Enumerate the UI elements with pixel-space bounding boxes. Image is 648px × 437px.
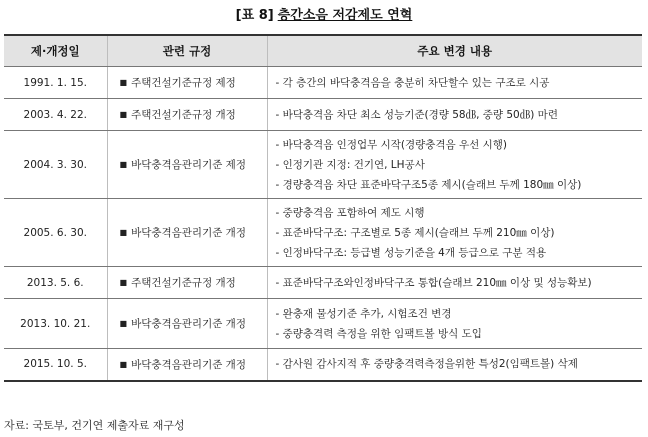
row-date: 2013. 5. 6. xyxy=(4,267,107,299)
table-row xyxy=(4,267,642,299)
row-date: 2015. 10. 5. xyxy=(4,349,107,381)
regulation-text: 주택건설기준규정 개정 xyxy=(131,277,236,289)
row-date: 2003. 4. 22. xyxy=(4,99,107,131)
table-title: 층간소음 저감제도 연혁 xyxy=(277,8,413,23)
change-item: - 인정기관 지정: 건기연, LH공사 xyxy=(275,158,425,171)
bullet-marker: ■ xyxy=(119,110,128,119)
change-item: - 중량충격음 포함하여 제도 시행 xyxy=(275,206,425,219)
regulation-text: 바닥충격음관리기준 개정 xyxy=(131,227,246,239)
row-regulation xyxy=(107,131,267,199)
table-row xyxy=(4,99,642,131)
regulation-text: 바닥충격음관리기준 개정 xyxy=(131,358,246,371)
regulation-text: 주택건설기준규정 개정 xyxy=(131,109,236,121)
regulation-text: 바닥충격음관리기준 개정 xyxy=(131,318,246,330)
table-row xyxy=(4,199,642,267)
header-changes: 주요 변경 내용 xyxy=(267,35,642,67)
header-date: 제·개정일 xyxy=(4,35,107,67)
row-regulation xyxy=(107,199,267,267)
table-header-row xyxy=(4,35,642,67)
regulation-text: 주택건설기준규정 제정 xyxy=(131,77,236,89)
source-note: 자료: 국토부, 건기연 제출자료 재구성 xyxy=(4,419,185,432)
change-item: - 완충재 물성기준 추가, 시험조건 변경 xyxy=(275,307,452,320)
row-date: 1991. 1. 15. xyxy=(4,67,107,99)
row-regulation xyxy=(107,99,267,131)
table-row xyxy=(4,299,642,349)
row-date: 2004. 3. 30. xyxy=(4,131,107,199)
change-item: - 감사원 감사지적 후 중량충격력측정을위한 특성2(임팩트볼) 삭제 xyxy=(275,358,578,371)
row-regulation xyxy=(107,267,267,299)
change-item: - 각 층간의 바닥충격음을 충분히 차단할수 있는 구조로 시공 xyxy=(275,76,550,89)
change-item: - 바닥충격음 차단 최소 성능기준(경량 58㏈, 중량 50㏈) 마련 xyxy=(275,108,558,121)
bullet-marker: ■ xyxy=(119,359,128,369)
row-changes xyxy=(267,199,642,267)
bullet-marker: ■ xyxy=(119,160,128,169)
regulation-text: 바닥충격음관리기준 제정 xyxy=(131,159,246,171)
change-item: - 표준바닥구조와인정바닥구조 통합(슬래브 210㎜ 이상 및 성능확보) xyxy=(275,276,592,289)
row-regulation xyxy=(107,67,267,99)
header-regulation: 관련 규정 xyxy=(107,35,267,67)
change-item: - 인정바닥구조: 등급별 성능기준을 4개 등급으로 구분 적용 xyxy=(275,246,547,259)
row-changes xyxy=(267,349,642,381)
row-date: 2013. 10. 21. xyxy=(4,299,107,349)
row-regulation xyxy=(107,349,267,381)
row-changes xyxy=(267,299,642,349)
table-row xyxy=(4,349,642,381)
change-item: - 바닥충격음 인정업무 시작(경량충격음 우선 시행) xyxy=(275,138,508,151)
history-table xyxy=(4,34,642,382)
row-date: 2005. 6. 30. xyxy=(4,199,107,267)
change-item: - 표준바닥구조: 구조별로 5종 제시(슬래브 두께 210㎜ 이상) xyxy=(275,226,555,239)
bullet-marker: ■ xyxy=(119,78,128,87)
row-changes xyxy=(267,67,642,99)
table-caption xyxy=(0,4,648,23)
bullet-marker: ■ xyxy=(119,228,128,237)
bullet-marker: ■ xyxy=(119,278,128,287)
row-changes xyxy=(267,131,642,199)
table-row xyxy=(4,131,642,199)
table-number: [표 8] xyxy=(235,8,274,23)
row-changes xyxy=(267,267,642,299)
table-row xyxy=(4,67,642,99)
change-item: - 중량충격력 측정을 위한 임팩트볼 방식 도입 xyxy=(275,327,482,340)
row-regulation xyxy=(107,299,267,349)
row-changes xyxy=(267,99,642,131)
bullet-marker: ■ xyxy=(119,319,128,328)
change-item: - 경량충격음 차단 표준바닥구조5종 제시(슬래브 두께 180㎜ 이상) xyxy=(275,178,582,191)
